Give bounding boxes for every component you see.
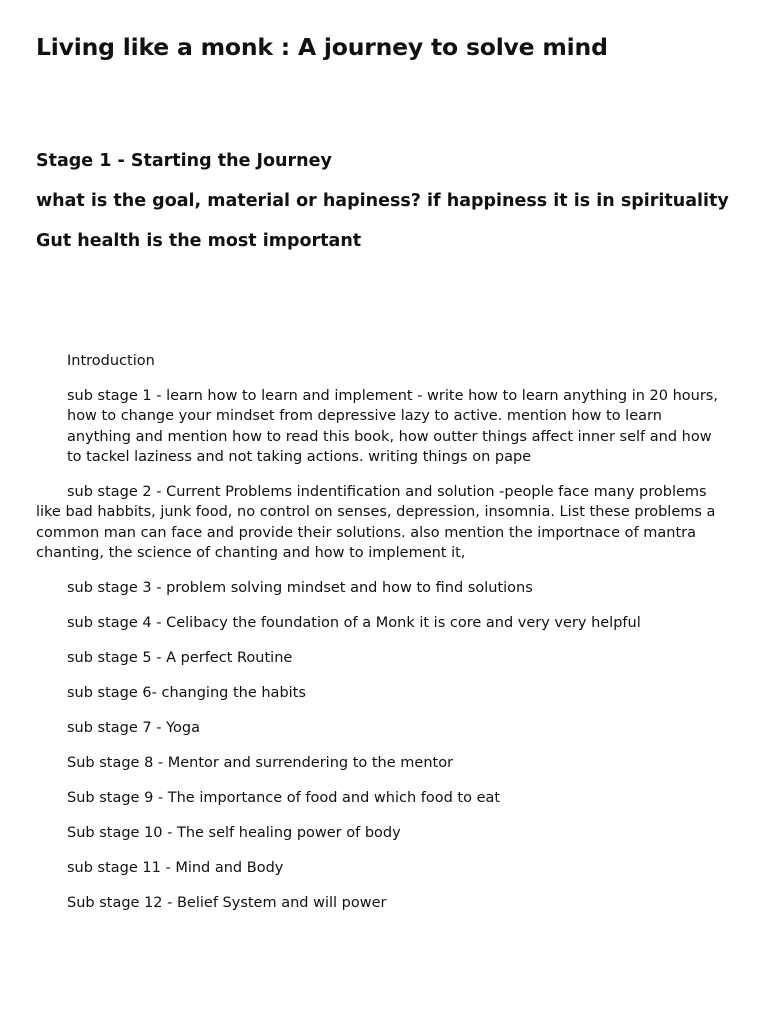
sub-stage-11-item: sub stage 11 - Mind and Body bbox=[67, 860, 284, 876]
sub-stage-8-item: Sub stage 8 - Mentor and surrendering to the mentor bbox=[67, 755, 454, 771]
sub-stage-3-item: sub stage 3 - problem solving mindset and how to find solutions bbox=[67, 580, 533, 596]
sub-stage-12-item: Sub stage 12 - Belief System and will power bbox=[67, 895, 387, 911]
document-title: Living like a monk : A journey to solve mind bbox=[36, 33, 608, 61]
sub-stage-1-paragraph: sub stage 1 - learn how to learn and implement - write how to learn anything in 20 hours, how to change your mindset from depressive lazy to active. mention how to learn anything and mention how to read this book, how outter things affect inner self and how to tackel laziness and not taking actions. writing things on pape bbox=[67, 388, 718, 465]
stage-heading: Stage 1 - Starting the Journey bbox=[36, 151, 332, 171]
sub-stage-10-item: Sub stage 10 - The self healing power of body bbox=[67, 825, 401, 841]
sub-stage-6-item: sub stage 6- changing the habits bbox=[67, 685, 306, 701]
sub-stage-7-item: sub stage 7 - Yoga bbox=[67, 720, 200, 736]
sub-stage-9-item: Sub stage 9 - The importance of food and which food to eat bbox=[67, 790, 501, 806]
sub-stage-5-item: sub stage 5 - A perfect Routine bbox=[67, 650, 293, 666]
goal-heading: what is the goal, material or hapiness? if happiness it is in spirituality bbox=[36, 191, 729, 211]
sub-stage-4-item: sub stage 4 - Celibacy the foundation of a Monk it is core and very very helpful bbox=[67, 615, 641, 631]
sub-stage-2-paragraph: sub stage 2 - Current Problems indentification and solution -people face many problems like bad habbits, junk food, no control on senses, depression, insomnia. List these problems a common man can face and provide their solutions. also mention the importnace of mantra chanting, the science of chanting and how to implement it, bbox=[36, 484, 716, 561]
gut-health-heading: Gut health is the most important bbox=[36, 231, 362, 251]
introduction-label: Introduction bbox=[67, 353, 155, 369]
